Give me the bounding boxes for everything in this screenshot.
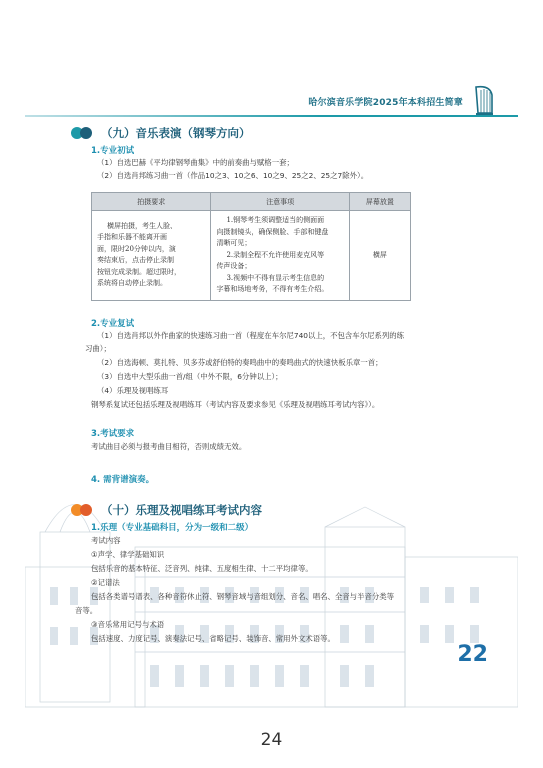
cell-line: 1.钢琴考生须调整适当的侧面面 <box>226 216 325 224</box>
cell-line: 横屏拍摄，考生人脸、 <box>107 221 177 230</box>
section-9-sub2-line: 钢琴系复试还包括乐理及视唱练耳（考试内容及要求参见《乐理及视唱练耳考试内容》）。 <box>91 400 380 409</box>
section-bullet-dots-icon <box>71 504 97 516</box>
section-9-sub2-title: 2.专业复试 <box>91 319 135 329</box>
cell-line: 面，限时20分钟以内，演 <box>97 244 176 253</box>
table-cell-shooting-requirements <box>92 211 211 301</box>
section-10-sub1-title: 1.乐理（专业基础科目，分为一级和二级） <box>91 523 254 533</box>
section-9-title: （九）音乐表演（钢琴方向） <box>101 126 251 140</box>
cell-line: 3.视频中不得有显示考生信息的 <box>226 273 325 282</box>
header-divider <box>25 115 518 117</box>
section-9-sub1-line: （1）自选巴赫《平均律钢琴曲集》中的前奏曲与赋格一套； <box>97 158 294 167</box>
cell-line: 字幕和场地考务，不得有考生介绍。 <box>216 285 329 293</box>
section-10-sub1-line: 考试内容 <box>91 536 121 545</box>
section-10-sub1-line: 音等。 <box>75 606 98 615</box>
cell-line: 系统将自动停止录制。 <box>97 279 167 288</box>
section-9-sub2-line: 习曲）； <box>85 344 111 353</box>
table-cell-notes <box>211 211 349 301</box>
section-10-sub1-line: ③音乐常用记号与术语 <box>91 620 165 629</box>
section-9-sub2-line: （1）自选肖邦以外作曲家的快速练习曲一首（程度在车尔尼740以上，不包含车尔尼系列的练 <box>97 331 405 340</box>
section-9-sub2-line: （4）乐理及视唱练耳 <box>97 386 169 395</box>
cell-line: 奏结束后，点击停止录制 <box>97 256 174 265</box>
section-bullet-dots-icon <box>71 127 97 139</box>
table-header: 注意事项 <box>211 193 349 211</box>
section-9-sub2-line: （2）自选海顿、莫扎特、贝多芬或舒伯特的奏鸣曲中的奏鸣曲式的快速快板乐章一首； <box>97 358 383 367</box>
document-page-number: 24 <box>260 730 283 750</box>
recording-requirements-table <box>91 192 411 301</box>
section-10-sub1-line: 包括各类谱号谱表、各种音符休止符、钢琴音域与音组划分、音名、唱名、全音与半音分类等 <box>91 592 395 601</box>
cell-line: 清晰可见； <box>216 239 252 247</box>
cell-line: 2.录制全程不允许使用麦克风等 <box>226 250 325 259</box>
table-cell-screen-orientation: 横屏 <box>349 211 410 301</box>
section-9-sub3-line: 考试曲目必须与报考曲目相符，否则成绩无效。 <box>91 442 247 451</box>
brochure-page-number: 22 <box>457 642 488 667</box>
section-9-sub1-line: （2）自选肖邦练习曲一首（作品10之3、10之6、10之9、25之2、25之7除外）。 <box>97 171 369 180</box>
table-header: 拍摄要求 <box>92 193 211 211</box>
cell-line: 向摄制镜头，确保侧脸、手部和键盘 <box>216 227 329 236</box>
harp-logo-icon <box>470 83 498 117</box>
cell-line: 按钮完成录制。超过限时， <box>97 267 181 276</box>
brochure-header-title: 哈尔滨音乐学院2025年本科招生简章 <box>308 98 463 108</box>
brochure-page <box>25 17 518 710</box>
section-9-sub1-title: 1.专业初试 <box>91 146 135 156</box>
section-10-sub1-line: ①声学、律学基础知识 <box>91 550 165 559</box>
section-10-title: （十）乐理及视唱练耳考试内容 <box>101 503 262 517</box>
section-9-sub2-line: （3）自选中大型乐曲一首/组（中外不限，6分钟以上）； <box>97 372 283 381</box>
cell-line: 手指和乐器不能离开画 <box>97 233 167 242</box>
section-10-sub1-line: 包括速度、力度记号、演奏法记号、省略记号、装饰音、常用外文术语等。 <box>91 634 335 643</box>
table-header: 屏幕放置 <box>349 193 410 211</box>
section-10-sub1-line: 包括乐音的基本特征、泛音列、纯律、五度相生律、十二平均律等。 <box>91 564 313 573</box>
section-10-sub1-line: ②记谱法 <box>91 578 120 587</box>
table-row <box>92 211 411 301</box>
section-9-sub4-title: 4. 需背谱演奏。 <box>91 475 155 485</box>
cell-line: 传声设备； <box>216 262 252 270</box>
section-9-sub3-title: 3.考试要求 <box>91 429 135 439</box>
